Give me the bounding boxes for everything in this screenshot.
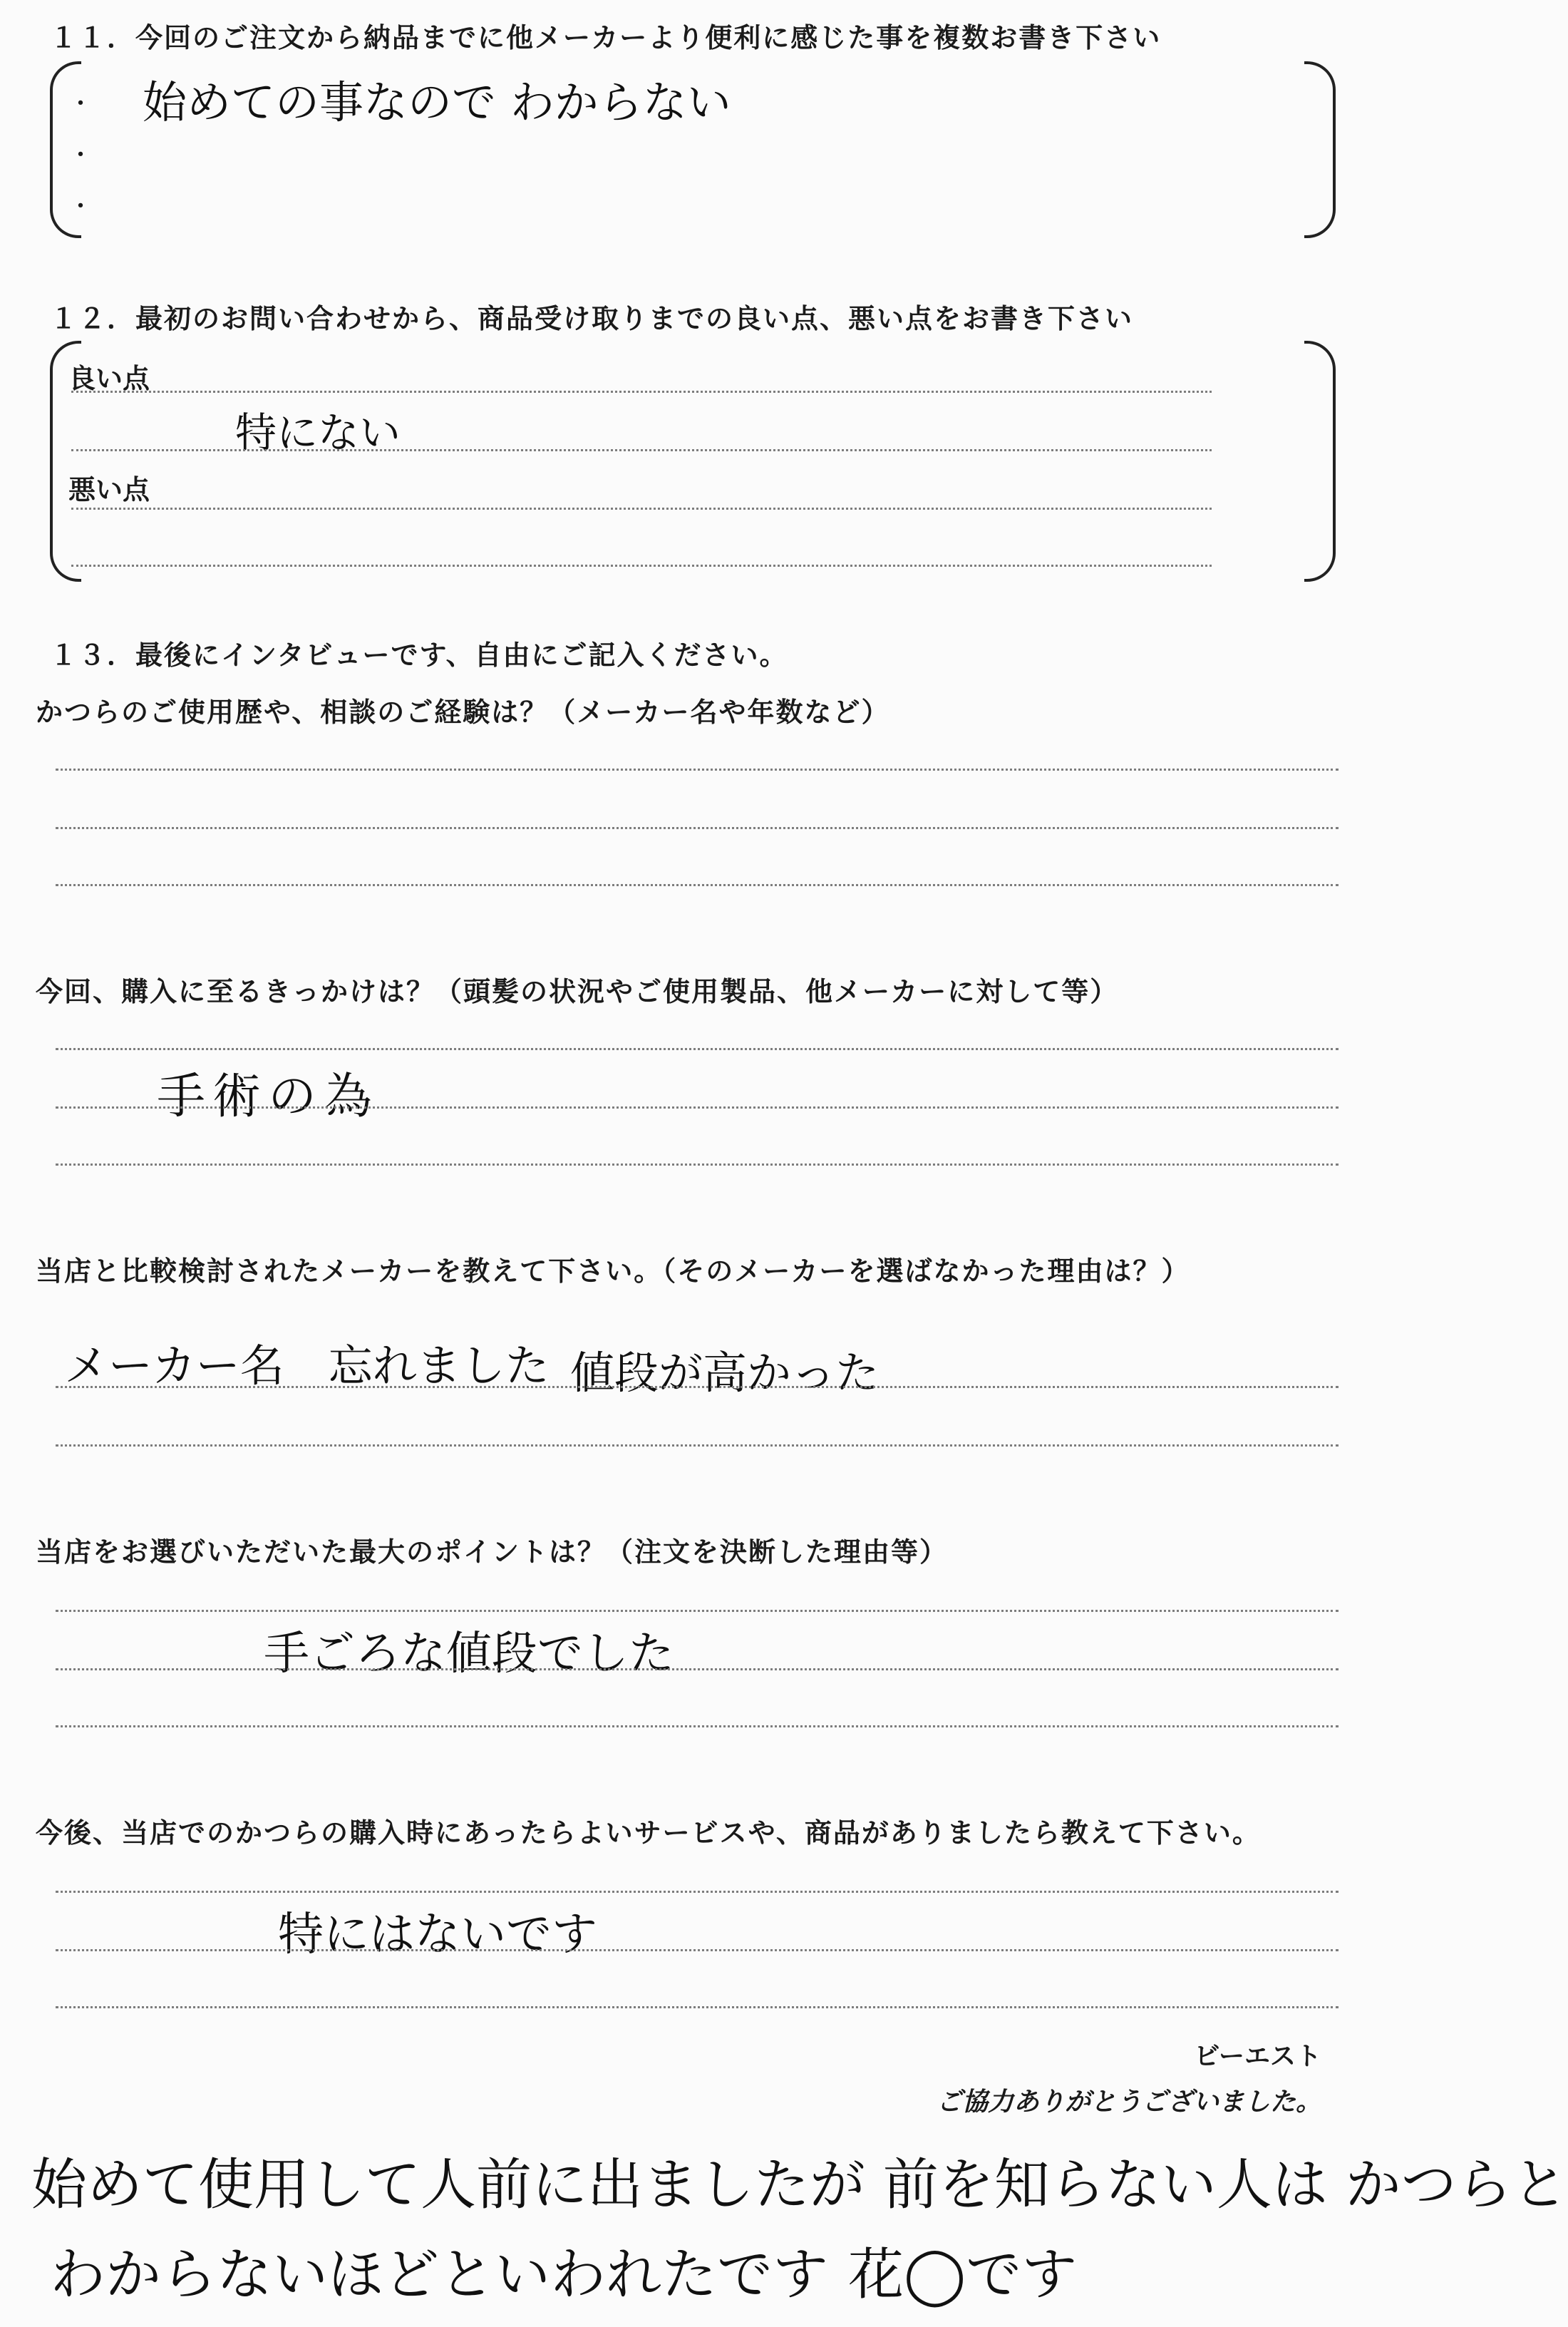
- compare-question: 当店と比較検討されたメーカーを教えて下さい。（そのメーカーを選ばなかった理由は？）: [36, 1255, 1190, 1287]
- q13-label: １３．最後にインタビューです、自由にご記入ください。: [50, 639, 788, 671]
- trigger-answer: 手術の為: [157, 1069, 380, 1125]
- reason-answer: 手ごろな値段でした: [264, 1628, 674, 1680]
- q12-bracket-right: [1304, 341, 1336, 582]
- q11-label: １１．今回のご注文から納品までに他メーカーより便利に感じた事を複数お書き下さい: [50, 22, 1162, 53]
- answer-line: [56, 1725, 1339, 1727]
- q11-handwritten-answer: 始めての事なので わからない: [143, 76, 731, 128]
- answer-line: [56, 827, 1339, 829]
- answer-line: [71, 449, 1212, 451]
- compare-answer-reason: 値段が高かった: [570, 1347, 880, 1399]
- future-request-answer: 特にはないです: [278, 1909, 597, 1961]
- compare-answer-maker: メーカー名 忘れました: [64, 1340, 550, 1392]
- q11-bullet: ・: [68, 90, 93, 118]
- reason-question: 当店をお選びいただいた最大のポイントは？（注文を決断した理由等）: [36, 1536, 949, 1568]
- answer-line: [56, 769, 1339, 771]
- thanks-message: ご協力ありがとうございました。: [936, 2087, 1321, 2117]
- answer-line: [56, 1106, 1339, 1109]
- history-question: かつらのご使用歴や、相談のご経験は？（メーカー名や年数など）: [36, 697, 890, 728]
- bad-point-label: 悪い点: [68, 474, 150, 505]
- good-point-label: 良い点: [68, 363, 150, 394]
- q11-bullet: ・: [68, 192, 93, 221]
- handwritten-note-line2-end: 花◯です: [848, 2243, 1078, 2307]
- good-point-answer: 特にない: [235, 409, 401, 457]
- answer-line: [71, 391, 1212, 393]
- answer-line: [56, 1048, 1339, 1050]
- handwritten-note-line1: 始めて使用して人前に出ましたが 前を知らない人は かつらと: [31, 2153, 1568, 2217]
- answer-line: [56, 1668, 1339, 1670]
- answer-line: [71, 565, 1212, 567]
- q11-bracket-right: [1304, 61, 1336, 238]
- answer-line: [71, 508, 1212, 510]
- answer-line: [56, 884, 1339, 886]
- answer-line: [56, 1164, 1339, 1166]
- answer-line: [56, 1891, 1339, 1893]
- answer-line: [56, 1444, 1339, 1447]
- answer-line: [56, 2006, 1339, 2008]
- company-name: ビーエスト: [1194, 2042, 1321, 2071]
- future-request-question: 今後、当店でのかつらの購入時にあったらよいサービスや、商品がありましたら教えて下さい。: [36, 1817, 1261, 1849]
- q12-label: １２．最初のお問い合わせから、商品受け取りまでの良い点、悪い点をお書き下さい: [50, 303, 1134, 334]
- answer-line: [56, 1610, 1339, 1612]
- trigger-question: 今回、購入に至るきっかけは？（頭髪の状況やご使用製品、他メーカーに対して等）: [36, 976, 1119, 1007]
- q11-bullet: ・: [68, 141, 93, 170]
- handwritten-note-line2: わからないほどといわれたです: [50, 2243, 829, 2307]
- answer-line: [56, 1949, 1339, 1951]
- answer-line: [56, 1386, 1339, 1388]
